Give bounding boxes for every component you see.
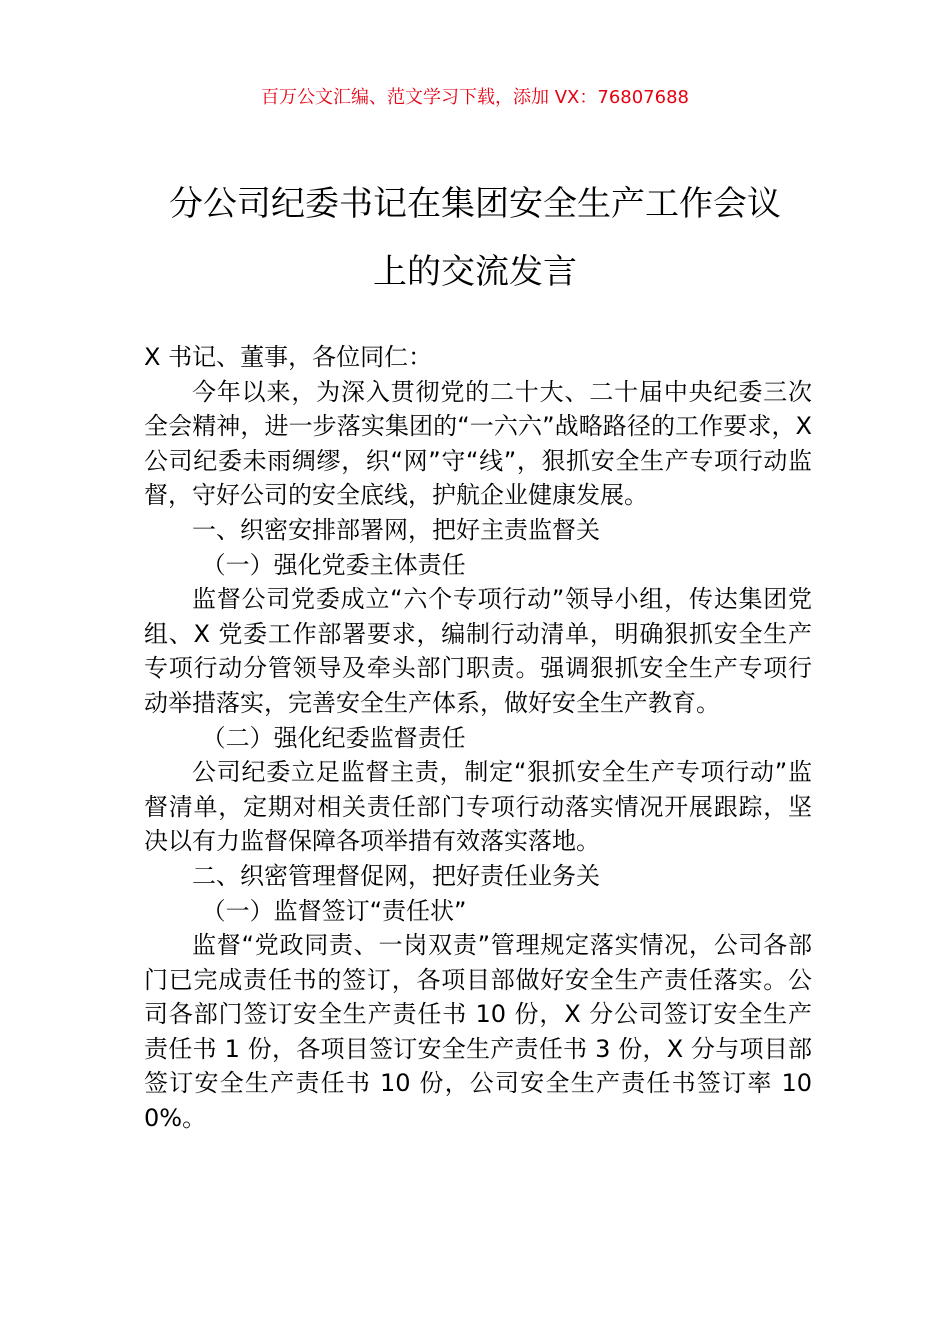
paragraph-2-1: 监督“党政同责、一岗双责”管理规定落实情况，公司各部门已完成责任书的签订，各项目部做好安全生产责任落实。公司各部门签订安全生产责任书 10 份，X 分公司签订安全生产责任书 1 份，各项目签订安全生产责任书 3 份，X 分与项目部签订安全生产责任书 10 份，公司安全生产责任书签订率 100%。 xyxy=(144,931,812,1133)
subsection-heading-1-2: （二）强化纪委监督责任 xyxy=(201,723,466,752)
subsection-heading-1-1: （一）强化党委主体责任 xyxy=(201,550,466,579)
salutation: X 书记、董事，各位同仁： xyxy=(144,343,433,371)
section-heading-2: 二、织密管理督促网，把好责任业务关 xyxy=(192,861,600,890)
document-body xyxy=(144,340,812,1136)
document-title xyxy=(120,170,830,306)
paragraph-1-2: 公司纪委立足监督主责，制定“狠抓安全生产专项行动”监督清单，定期对相关责任部门专项行动落实情况开展跟踪，坚决以有力监督保障各项举措有效落实落地。 xyxy=(144,758,812,856)
title-line-2: 上的交流发言 xyxy=(373,252,577,292)
subsection-heading-2-1: （一）监督签订“责任状” xyxy=(201,896,467,925)
header-banner: 百万公文汇编、范文学习下载，添加 VX：76807688 xyxy=(261,87,689,108)
paragraph-1-1: 监督公司党委成立“六个专项行动”领导小组，传达集团党组、X 党委工作部署要求，编制行动清单，明确狠抓安全生产专项行动分管领导及牵头部门职责。强调狠抓安全生产专项行动举措落实，完善安全生产体系，做好安全生产教育。 xyxy=(144,585,812,717)
section-heading-1: 一、织密安排部署网，把好主责监督关 xyxy=(192,515,600,544)
intro-paragraph: 今年以来，为深入贯彻党的二十大、二十届中央纪委三次全会精神，进一步落实集团的“一六六”战略路径的工作要求，X 公司纪委未雨绸缪，织“网”守“线”，狠抓安全生产专项行动监督，守好公司的安全底线，护航企业健康发展。 xyxy=(144,377,812,510)
title-line-1: 分公司纪委书记在集团安全生产工作会议 xyxy=(169,184,781,224)
